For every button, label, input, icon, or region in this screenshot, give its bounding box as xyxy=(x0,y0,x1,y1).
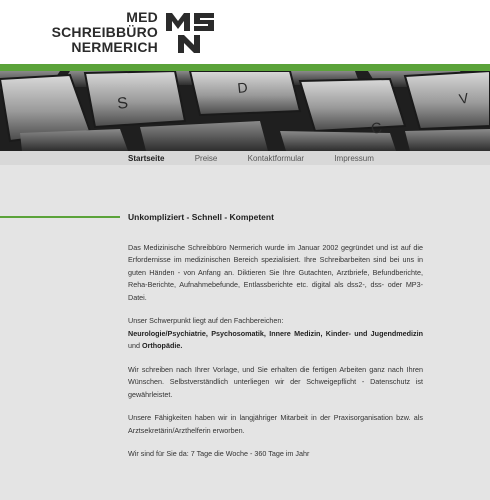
experience-paragraph: Unsere Fähigkeiten haben wir in langjähriger Mitarbeit in der Praxisorganisation bzw. als Arztsekretärin/Arzthelferin erworben. xyxy=(128,413,423,435)
nav-item-kontaktformular[interactable]: Kontaktformular xyxy=(247,154,305,163)
focus-intro: Unser Schwerpunkt liegt auf den Fachbereichen: xyxy=(128,316,284,325)
section-accent-line xyxy=(0,216,120,218)
msn-monogram-icon xyxy=(164,11,216,55)
key-label-c: C xyxy=(369,119,384,138)
nav-item-preise[interactable]: Preise xyxy=(194,154,218,163)
logo-line-1: MED xyxy=(126,9,158,25)
hero-keyboard-image xyxy=(0,71,490,151)
intro-paragraph: Das Medizinische Schreibbüro Nermerich wurde im Januar 2002 gegründet und ist auf die Erfordernisse im medizinischen Bereich spezialisiert. Ihre Schreibarbeiten sind bei uns in guten Händen - von Anfang an. Diktieren Sie Ihre Gutachten, Arztbriefe, Befundberichte, Reha-Berichte, Aufnahmebefunde, Entlassberichte etc. digital als dss2-, dss- oder MP3-Datei. xyxy=(128,242,423,302)
key-label-v: V xyxy=(457,89,470,107)
main-content xyxy=(128,211,423,472)
nav-item-startseite[interactable]: Startseite xyxy=(128,154,165,163)
logo-text xyxy=(52,10,158,55)
site-logo[interactable] xyxy=(36,10,216,60)
page-heading: Unkompliziert - Schnell - Kompetent xyxy=(128,212,274,222)
keyboard-illustration xyxy=(0,71,490,151)
key-label-s: S xyxy=(116,94,130,113)
focus-last-field: Orthopädie. xyxy=(142,341,183,350)
header-accent-bar xyxy=(0,64,490,71)
service-paragraph: Wir schreiben nach Ihrer Vorlage, und Sie erhalten die fertigen Arbeiten ganz nach Ihren Wünschen. Selbstverständlich unterliegen wir der Schweigepflicht - Datenschutz ist gewährleistet. xyxy=(128,364,423,399)
focus-fields: Neurologie/Psychiatrie, Psychosomatik, Innere Medizin, Kinder- und Jugendmedizin xyxy=(128,328,423,338)
availability-paragraph: Wir sind für Sie da: 7 Tage die Woche - 360 Tage im Jahr xyxy=(128,449,310,458)
logo-line-2: SCHREIBBÜRO xyxy=(51,24,158,40)
focus-paragraph xyxy=(128,315,423,353)
nav-item-impressum[interactable]: Impressum xyxy=(334,154,374,163)
key-label-d: D xyxy=(236,79,249,96)
logo-line-3: NERMERICH xyxy=(71,39,158,55)
site-header xyxy=(0,0,490,64)
focus-and: und xyxy=(128,341,142,350)
